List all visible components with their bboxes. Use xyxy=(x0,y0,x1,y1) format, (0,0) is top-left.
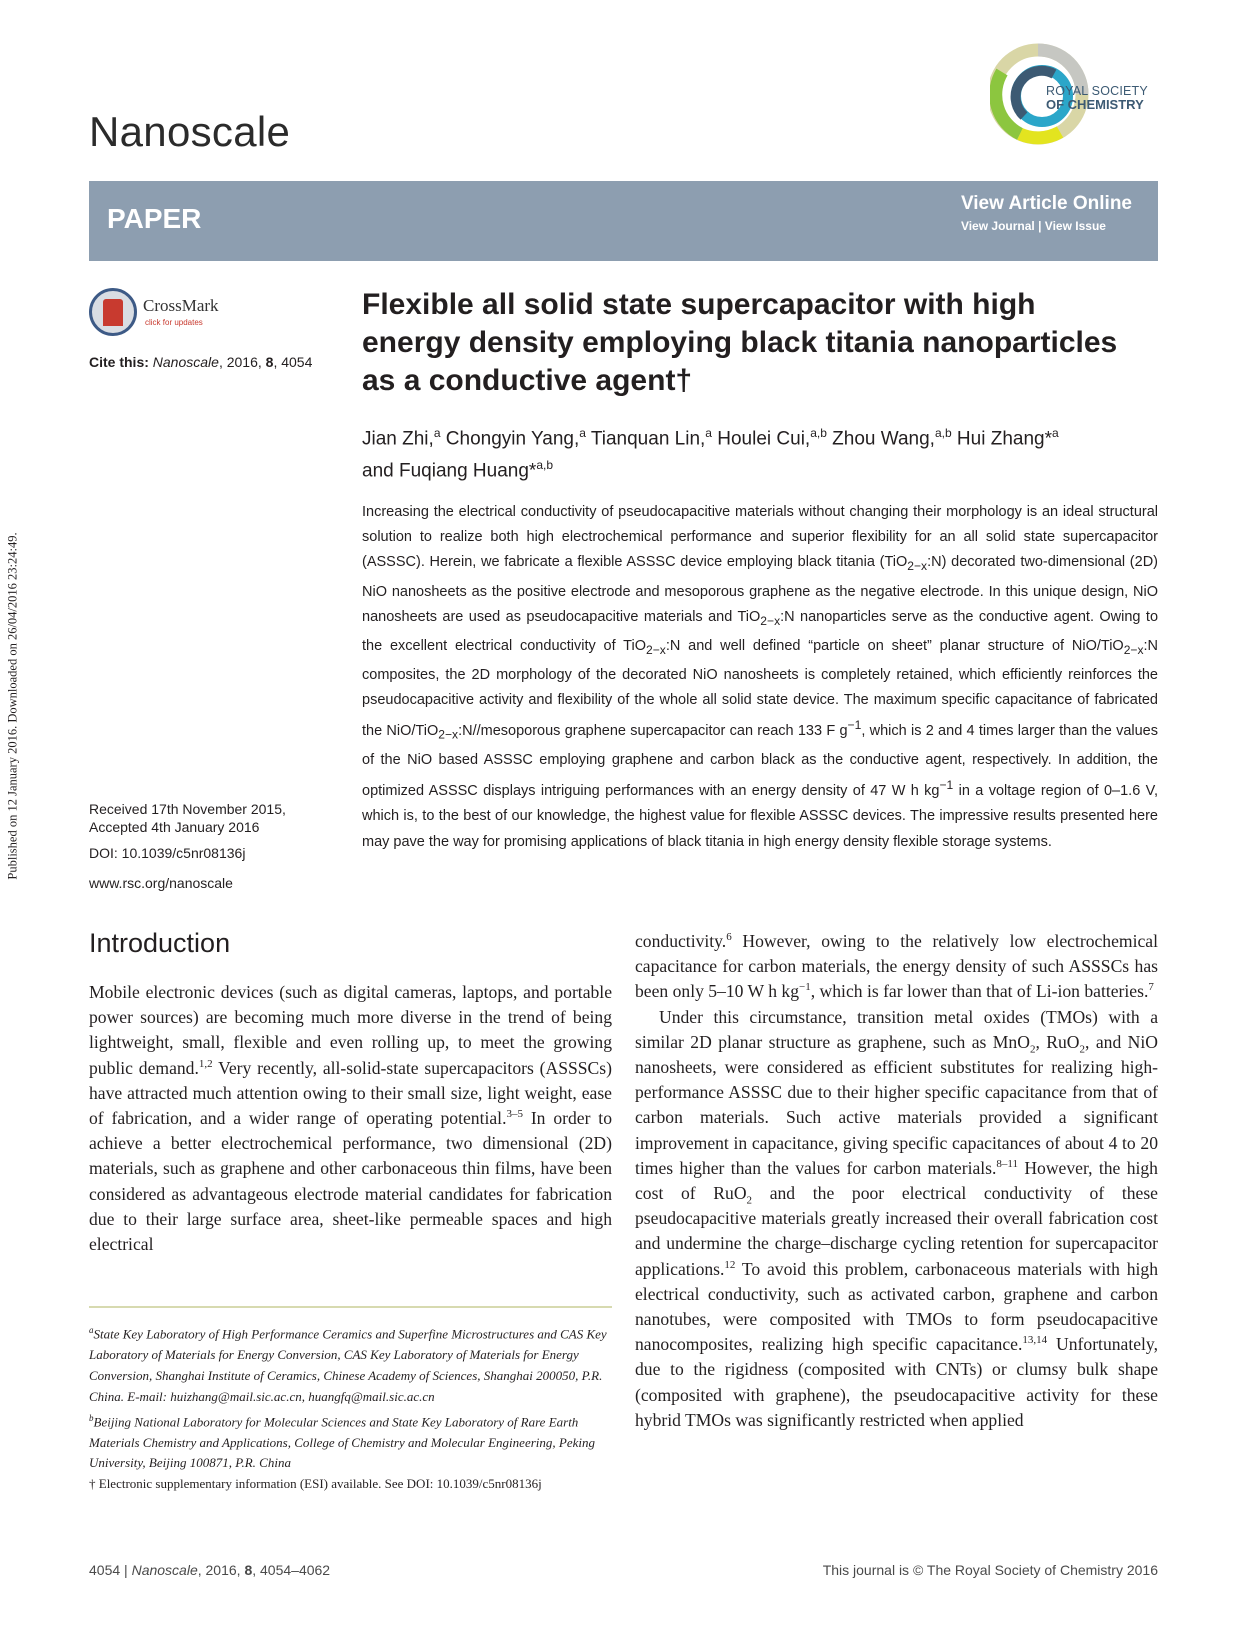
journal-url-link[interactable]: www.rsc.org/nanoscale xyxy=(89,875,233,891)
reference-mark[interactable]: 7 xyxy=(1148,981,1154,994)
abstract-text: :N) decorated two-dimensional (2D) NiO nanosheets as the positive electrode and mesoporous graphene as the negative electrode. In this unique design, NiO nanosheets are used as pseudocapacitive materials and TiO xyxy=(362,554,1159,625)
footer-year: , 2016, xyxy=(197,1562,245,1578)
author-affiliation: a,b xyxy=(536,458,553,473)
author: Jian Zhi, xyxy=(362,428,434,450)
author-affiliation: a xyxy=(705,426,712,440)
footer-citation xyxy=(89,1562,330,1578)
body-text: To avoid this problem, carbonaceous materials with high electrical conductivity, such as activated carbon, graphene and carbon nanotubes, were composited with TMOs to form pseudocapacitive nanocomposites, realizing high specific capacitance. xyxy=(635,1258,1158,1355)
abstract-text: :N//mesoporous graphene supercapacitor can reach 133 F g xyxy=(458,723,848,740)
intro-column-right xyxy=(635,929,1158,1433)
section-heading-introduction: Introduction xyxy=(89,928,231,958)
rsc-logo-line1: ROYAL SOCIETY xyxy=(1046,84,1148,98)
crossmark-label: CrossMark xyxy=(143,296,219,315)
abstract-text: in a voltage region of 0–1.6 V, which is, to the best of our knowledge, the highest value for flexible ASSSC devices. The impressive results presented here may pave the way for promising applications of black titania in high energy density flexible storage systems. xyxy=(362,783,1158,850)
side-note-text: Published on 12 January 2016. Downloaded on 26/04/2016 23:24:49. xyxy=(5,532,20,880)
reference-mark[interactable]: 12 xyxy=(724,1258,736,1271)
body-text: , RuO xyxy=(1035,1031,1080,1052)
article-type-banner xyxy=(89,181,1158,261)
abstract-text: , which is 2 and 4 times larger than the values of the NiO based ASSSC employing graphene and carbon black as the conductive agent, respectively. In addition, the optimized ASSSC displays intriguing performances with an energy density of 47 W h kg xyxy=(362,723,1158,800)
cite-year: , 2016, xyxy=(218,354,266,370)
reference-mark[interactable]: 13,14 xyxy=(1022,1334,1048,1347)
abstract-text: :N and well defined “particle on sheet” planar structure of NiO/TiO xyxy=(665,637,1124,654)
body-text: However, owing to the relatively low electrochemical capacitance for carbon materials, the energy density of such ASSSCs has been only 5–10 W h kg xyxy=(635,931,1158,1002)
subscript: 2−x xyxy=(1123,642,1144,657)
cite-volume: 8 xyxy=(265,354,274,370)
subscript: 2−x xyxy=(907,559,928,574)
superscript: −1 xyxy=(939,778,954,793)
crossmark-sub: click for updates xyxy=(145,318,203,327)
body-text: In order to achieve a better electrochemical performance, two dimensional (2D) materials, such as graphene and other carbonaceous thin films, have been considered as advantageous electrode material candidates for fabrication due to their large surface area, sheet-like permeable spaces and high electrical xyxy=(89,1108,612,1255)
body-text: , and NiO nanosheets, were considered as efficient substitutes for realizing high-performance ASSSC due to their higher specific capacitance from that of carbon materials. Such active materials provided a significant improvement in capacitance, giving specific capacitances of about 4 to 20 times higher than the values for carbon materials. xyxy=(635,1031,1158,1178)
author-affiliation: a xyxy=(579,426,586,440)
view-journal-link[interactable]: View Journal xyxy=(960,219,1035,233)
received-date: Received 17th November 2015, xyxy=(89,801,286,817)
body-text: Very recently, all-solid-state supercapacitors (ASSSCs) have attracted much attention owing to their small size, light weight, ease of fabrication, and a wider range of operating potential. xyxy=(89,1057,612,1129)
crossmark-badge[interactable] xyxy=(89,288,224,338)
body-text: , which is far lower than that of Li-ion batteries. xyxy=(810,981,1149,1002)
online-links xyxy=(961,193,1132,233)
footnotes xyxy=(89,1320,612,1495)
author-list xyxy=(362,420,1162,485)
subscript: 2−x xyxy=(438,728,459,743)
footnote-mark: b xyxy=(89,1412,94,1423)
author: Zhou Wang, xyxy=(826,428,935,450)
body-text: conductivity. xyxy=(635,931,727,951)
reference-mark[interactable]: 8–11 xyxy=(996,1157,1019,1170)
author-affiliation: a xyxy=(433,426,441,440)
abstract-text: :N nanoparticles serve as the conductive agent. Owing to the excellent electrical conductivity of TiO xyxy=(362,608,1159,654)
reference-mark[interactable]: 3–5 xyxy=(506,1108,523,1121)
accepted-date: Accepted 4th January 2016 xyxy=(89,819,260,835)
article-type-label: PAPER xyxy=(107,203,202,234)
author: Tianquan Lin, xyxy=(585,428,706,450)
journal-issue-links xyxy=(961,219,1132,233)
abstract-text: :N composites, the 2D morphology of the decorated NiO nanosheets is completely retained, which efficiently reinforces the pseudocapacitive activity and flexibility of the whole all solid state device. The maximum specific capacitance of fabricated the NiO/TiO xyxy=(362,637,1159,740)
journal-name: Nanoscale xyxy=(89,108,291,155)
body-text: Under this circumstance, transition metal oxides (TMOs) with a similar 2D planar structure as graphene, such as MnO xyxy=(635,1006,1158,1052)
page-number: 4054 xyxy=(89,1562,121,1578)
crossmark-icon xyxy=(89,288,137,336)
author: Houlei Cui, xyxy=(711,428,811,450)
abstract-text: Increasing the electrical conductivity of pseudocapacitive materials without changing their morphology is an ideal structural solution to realize both high electrochemical performance and superior flexibility for an all solid state supercapacitor (ASSSC). Herein, we fabricate a flexible ASSSC device employing black titania (TiO xyxy=(362,504,1158,571)
footnote-text: State Key Laboratory of High Performance Ceramics and Superfine Microstructures and CAS Key Laboratory of Materials for Energy Conversion, CAS Key Laboratory of Materials for Energy Conversion, Shanghai Institute of Ceramics, Chinese Academy of Sciences, Shanghai 200050, P.R. China. E-mail: huizhang@mail.sic.ac.cn, huangfq@mail.sic.ac.cn xyxy=(89,1326,607,1404)
body-text: However, the high cost of RuO xyxy=(635,1157,1158,1204)
author: and Fuqiang Huang* xyxy=(362,460,537,482)
reference-mark[interactable]: 1,2 xyxy=(198,1057,213,1070)
footnote-affiliation-b xyxy=(89,1408,612,1475)
author-affiliation: a,b xyxy=(934,426,952,440)
author-affiliation: a xyxy=(1052,426,1059,440)
doi[interactable]: DOI: 10.1039/c5nr08136j xyxy=(89,845,246,861)
body-text: and the poor electrical conductivity of these pseudocapacitive materials greatly increased their overall fabrication cost and undermine the charge–discharge cycling retention for supercapacitor applications. xyxy=(635,1183,1158,1279)
superscript: −1 xyxy=(799,981,811,994)
footer-separator: | xyxy=(120,1562,132,1578)
footnote-mark: a xyxy=(89,1325,94,1335)
author: Hui Zhang* xyxy=(951,428,1052,450)
body-text: Unfortunately, due to the rigidness (composited with CNTs) or clumsy bulk shape (composited with graphene), the pseudocapacitive activity for these hybrid TMOs was significantly restricted when applied xyxy=(635,1334,1158,1430)
cite-pages: , 4054 xyxy=(273,354,313,370)
footnote-text: Beijing National Laboratory for Molecular Sciences and State Key Laboratory of Rare Earth Materials Chemistry and Applications, College of Chemistry and Molecular Engineering, Peking University, Beijing 100871, P.R. China xyxy=(89,1413,595,1471)
intro-paragraph xyxy=(635,1005,1158,1433)
footnote-esi: † Electronic supplementary information (ESI) available. See DOI: 10.1039/c5nr08136j xyxy=(89,1476,542,1492)
page-footer xyxy=(89,1562,1158,1582)
footer-volume: 8 xyxy=(244,1562,253,1578)
article-title: Flexible all solid state supercapacitor with high energy density employing black titania nanoparticles as a conductive agent† xyxy=(362,288,1118,397)
intro-column-left xyxy=(89,980,612,1257)
author: Chongyin Yang, xyxy=(440,428,580,450)
superscript: −1 xyxy=(847,718,862,733)
subscript: 2−x xyxy=(646,642,666,657)
author-affiliation: a,b xyxy=(810,426,827,440)
subscript: 2 xyxy=(1029,1043,1036,1056)
footer-pages: , 4054–4062 xyxy=(252,1562,331,1578)
view-article-online-link[interactable]: View Article Online xyxy=(960,193,1132,214)
rsc-logo-text xyxy=(1046,84,1148,112)
publication-side-note xyxy=(0,471,26,941)
cite-journal: Nanoscale xyxy=(152,354,219,370)
footnote-affiliation-a xyxy=(89,1320,612,1408)
footer-copyright: This journal is © The Royal Society of Chemistry 2016 xyxy=(822,1562,1158,1578)
view-issue-link[interactable]: View Issue xyxy=(1044,219,1106,233)
footer-journal: Nanoscale xyxy=(131,1562,198,1578)
article-history xyxy=(89,800,329,892)
citation xyxy=(89,354,312,370)
subscript: 2−x xyxy=(760,613,781,628)
link-separator: | xyxy=(1038,219,1042,233)
abstract xyxy=(362,500,1158,855)
intro-paragraph xyxy=(635,929,1158,1005)
intro-paragraph xyxy=(89,980,612,1257)
body-text: Mobile electronic devices (such as digital cameras, laptops, and portable power sources) are becoming much more diverse in the trend of being lightweight, small, flexible and even rolling up, to meet the growing public demand. xyxy=(89,982,612,1078)
reference-mark[interactable]: 6 xyxy=(726,931,732,944)
rsc-logo-line2: OF CHEMISTRY xyxy=(1046,97,1144,112)
subscript: 2 xyxy=(746,1194,753,1207)
footnote-divider xyxy=(89,1306,612,1308)
cite-prefix: Cite this: xyxy=(89,354,149,370)
subscript: 2 xyxy=(1079,1043,1086,1056)
